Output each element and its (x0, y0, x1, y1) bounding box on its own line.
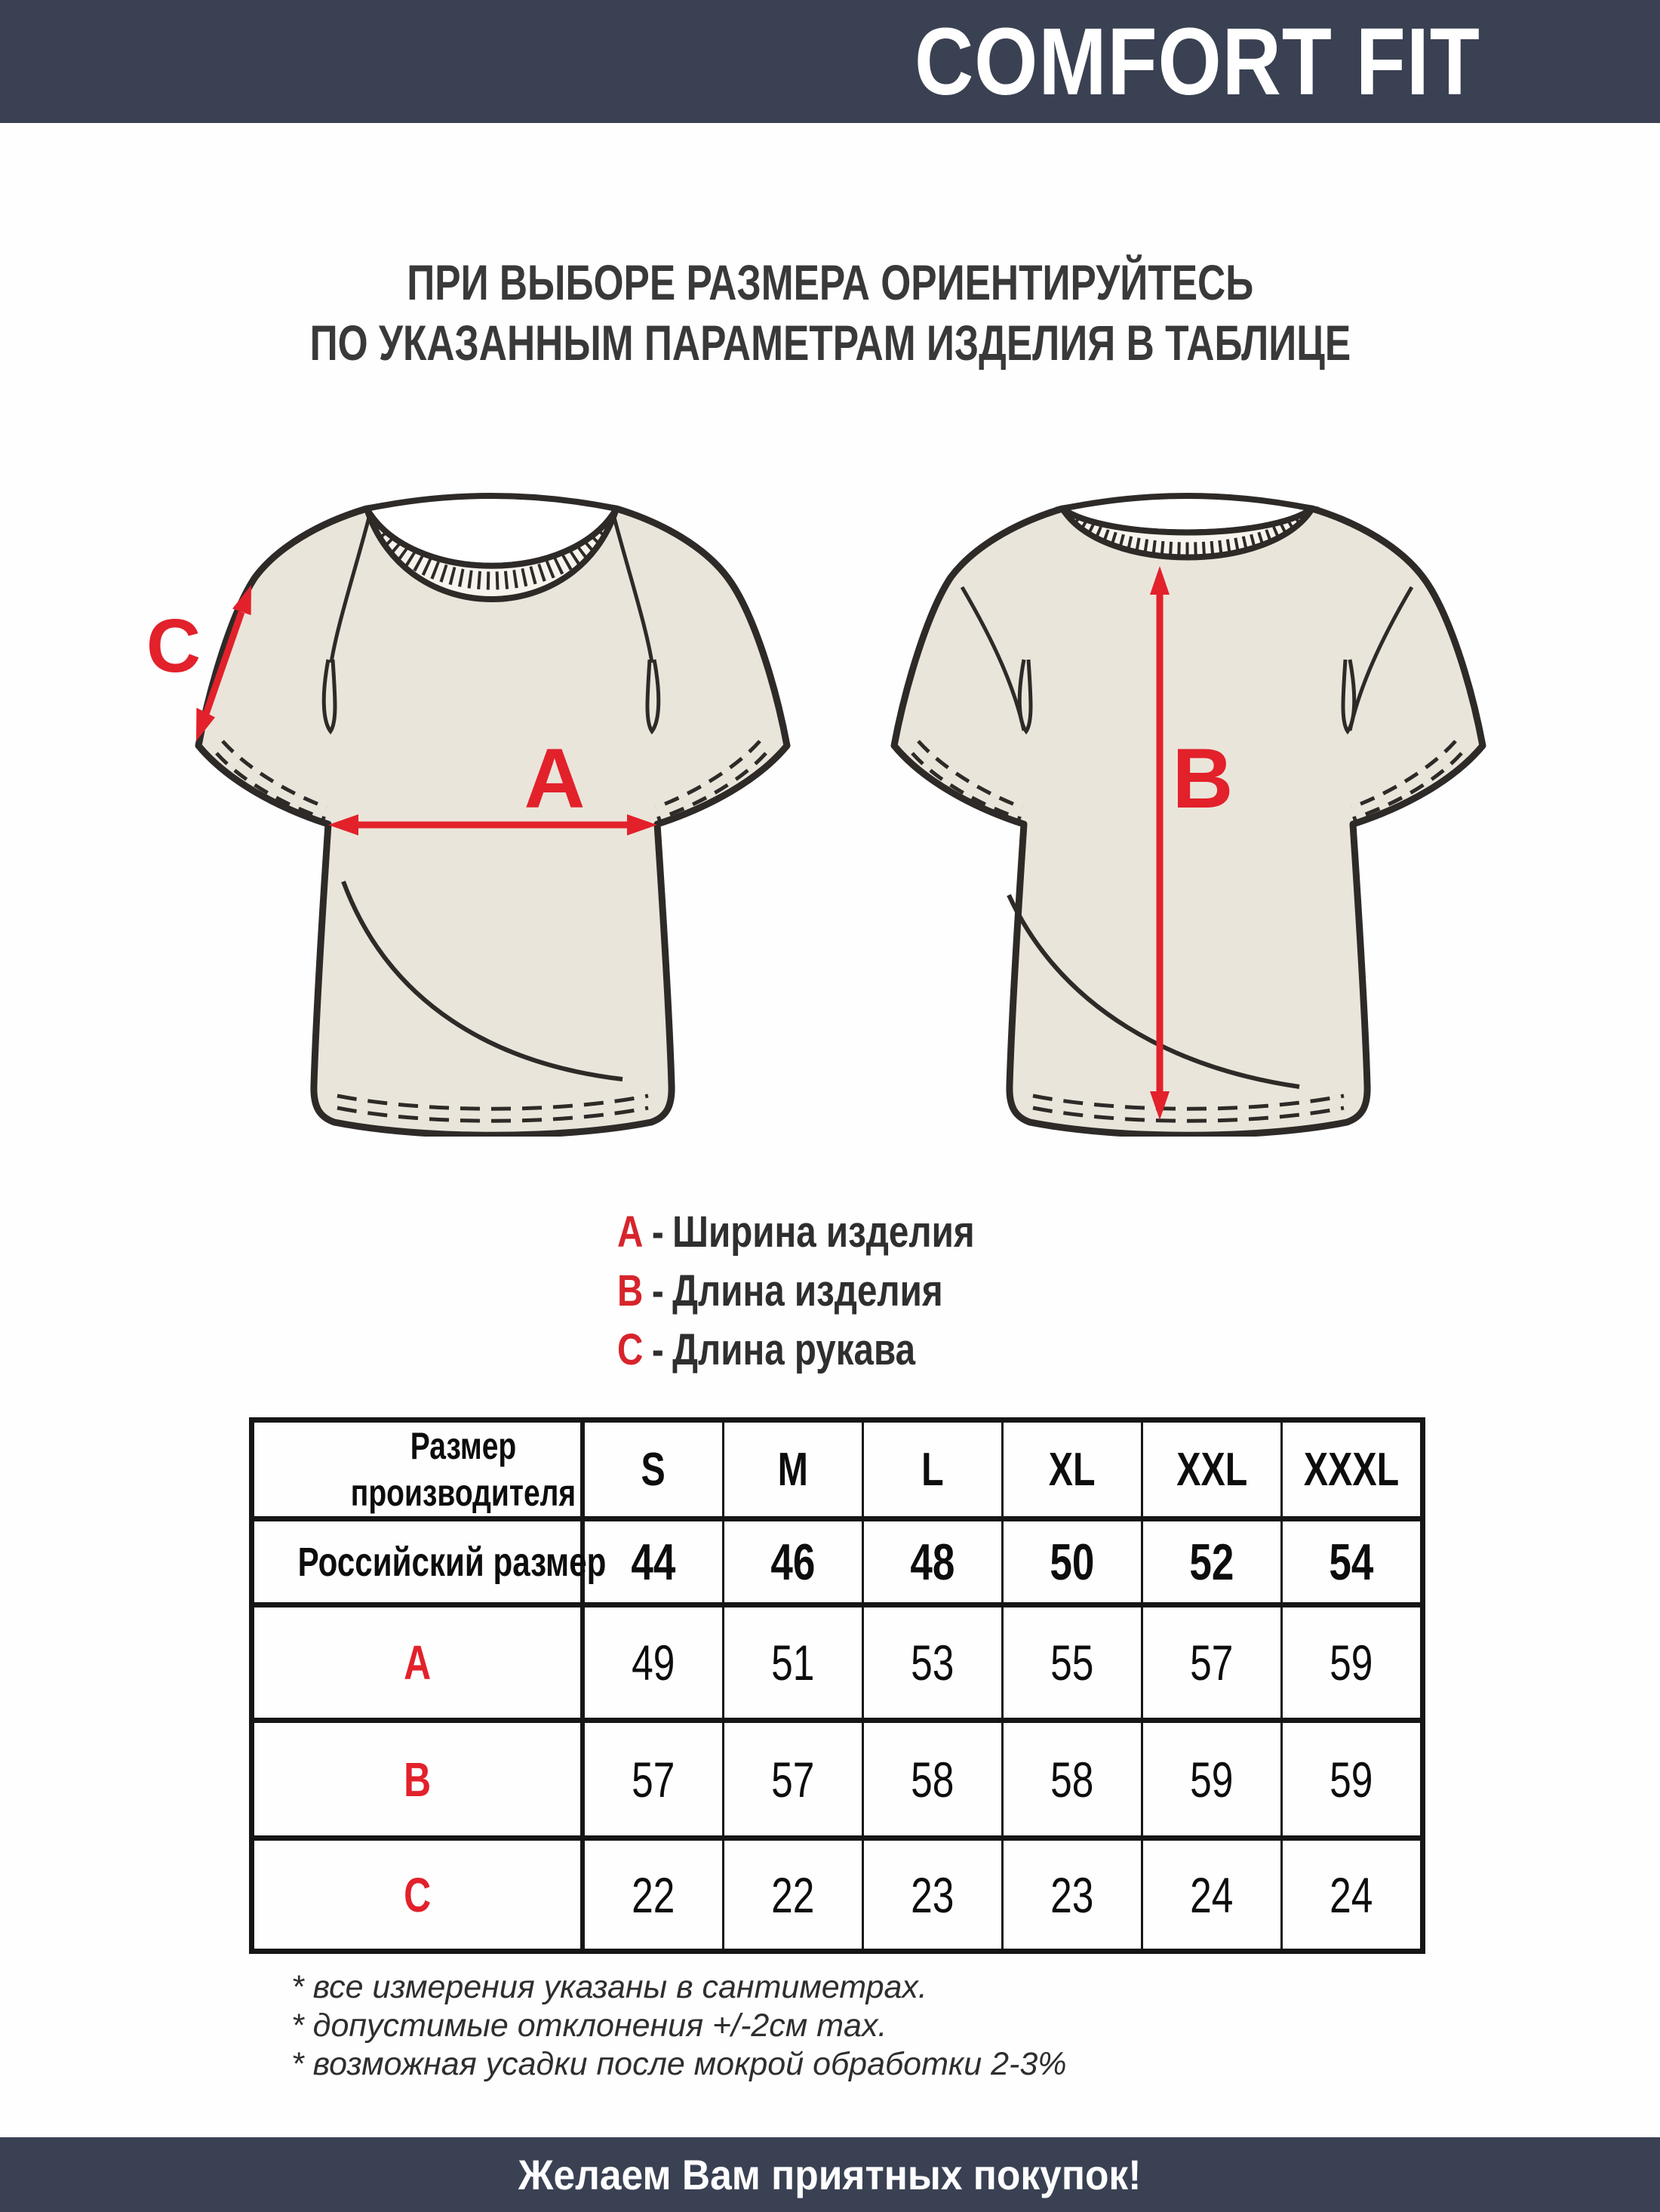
footnote-line: * допустимые отклонения +/-2см max. (291, 2007, 887, 2044)
legend-item-b (617, 1262, 1053, 1321)
table-cell: 54 (1282, 1519, 1423, 1605)
table-cell: 50 (1003, 1519, 1142, 1605)
row-label-cell: Российский размер (252, 1519, 583, 1605)
table-cell: 22 (724, 1838, 863, 1952)
size-header-cell: XXXL (1282, 1420, 1423, 1519)
table-row-sizes (252, 1420, 1423, 1519)
table-cell: 57 (1142, 1605, 1282, 1721)
intro-line-1: ПРИ ВЫБОРЕ РАЗМЕРА ОРИЕНТИРУЙТЕСЬ (407, 254, 1253, 310)
legend-item-a (617, 1203, 1053, 1262)
table-cell: 44 (583, 1519, 724, 1605)
table-row-measure-a (252, 1605, 1423, 1721)
size-header-cell: L (863, 1420, 1003, 1519)
table-cell: 57 (583, 1721, 724, 1838)
size-header-cell: M (724, 1420, 863, 1519)
legend-label-a: Ширина изделия (672, 1208, 975, 1257)
footnote-line: * возможная усадки после мокрой обработки 2-3% (291, 2046, 1067, 2082)
legend-key-b: B (617, 1266, 644, 1315)
header-title: COMFORT FIT (915, 8, 1480, 115)
legend-label-b: Длина изделия (672, 1266, 943, 1315)
table-cell: 59 (1142, 1721, 1282, 1838)
legend-dash: - (651, 1266, 664, 1315)
table-row-russian-size (252, 1519, 1423, 1605)
size-header-cell: S (583, 1420, 724, 1519)
back-shirt-diagram (828, 481, 1492, 1137)
table-cell: 48 (863, 1519, 1003, 1605)
table-cell: 24 (1282, 1838, 1423, 1952)
table-cell: 55 (1003, 1605, 1142, 1721)
row-label-cell: B (252, 1721, 583, 1838)
measurement-legend (617, 1203, 1053, 1380)
legend-label-c: Длина рукава (672, 1325, 916, 1374)
table-cell: 52 (1142, 1519, 1282, 1605)
legend-key-c: C (617, 1325, 644, 1374)
table-cell: 46 (724, 1519, 863, 1605)
row-label-cell: A (252, 1605, 583, 1721)
footnote-line: * все измерения указаны в сантиметрах. (291, 1969, 927, 2005)
size-table-corner-cell: Размер производителя (252, 1420, 583, 1519)
legend-key-a: A (617, 1208, 644, 1257)
measure-c-label: C (146, 604, 201, 688)
table-cell: 23 (1003, 1838, 1142, 1952)
front-shirt-diagram (132, 481, 796, 1137)
legend-item-c (617, 1321, 1053, 1380)
table-cell: 49 (583, 1605, 724, 1721)
table-row-measure-b (252, 1721, 1423, 1838)
size-table (249, 1417, 1425, 1954)
measure-a-label: A (524, 731, 586, 826)
table-cell: 23 (863, 1838, 1003, 1952)
table-cell: 59 (1282, 1721, 1423, 1838)
table-cell: 51 (724, 1605, 863, 1721)
table-cell: 58 (863, 1721, 1003, 1838)
intro-line-2: ПО УКАЗАННЫМ ПАРАМЕТРАМ ИЗДЕЛИЯ В ТАБЛИЦЕ (309, 315, 1351, 371)
size-header-cell: XXL (1142, 1420, 1282, 1519)
table-cell: 22 (583, 1838, 724, 1952)
footer-bar (0, 2137, 1660, 2212)
row-label-cell: C (252, 1838, 583, 1952)
size-header-cell: XL (1003, 1420, 1142, 1519)
legend-dash: - (651, 1325, 664, 1374)
table-cell: 58 (1003, 1721, 1142, 1838)
table-cell: 24 (1142, 1838, 1282, 1952)
footnotes (291, 1968, 1066, 2084)
legend-dash: - (651, 1208, 664, 1257)
table-row-measure-c (252, 1838, 1423, 1952)
footer-message: Желаем Вам приятных покупок! (518, 2151, 1142, 2198)
table-cell: 59 (1282, 1605, 1423, 1721)
table-cell: 57 (724, 1721, 863, 1838)
measure-b-label: B (1172, 731, 1234, 826)
table-cell: 53 (863, 1605, 1003, 1721)
